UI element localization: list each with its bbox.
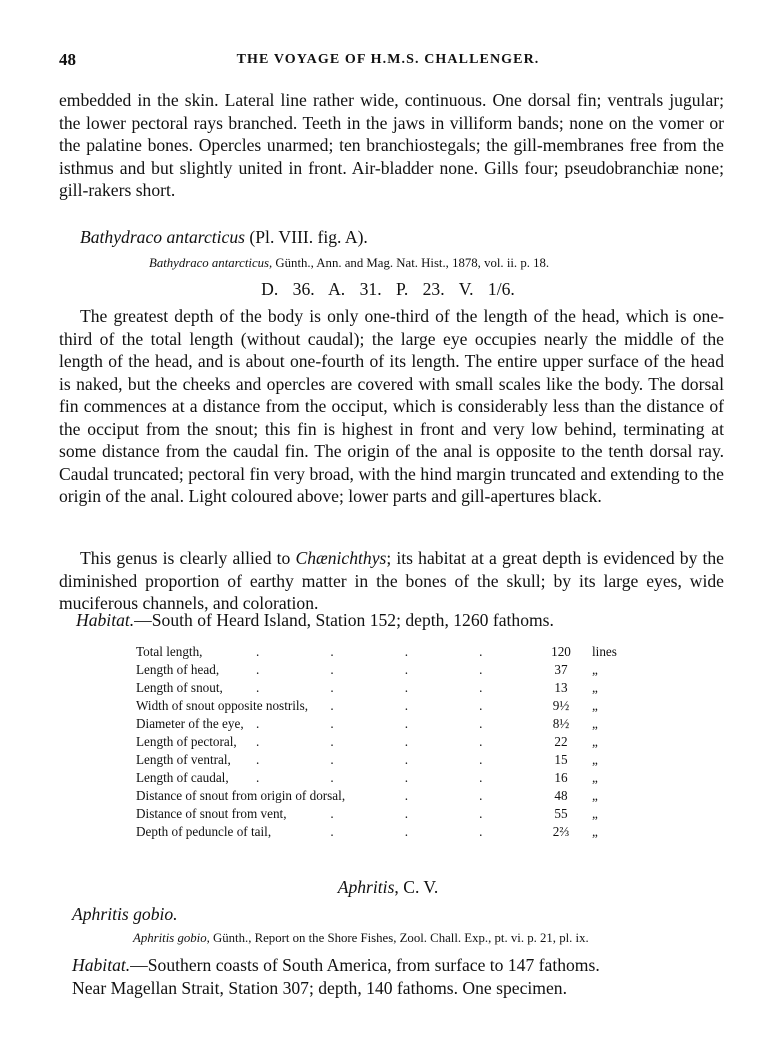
- measurement-value: 8½: [552, 716, 570, 731]
- genus-heading: [0, 877, 776, 898]
- measurement-row: [136, 733, 632, 751]
- measurement-value: 15: [554, 752, 568, 767]
- habitat-label: Habitat.: [76, 610, 135, 630]
- remarks-start: This genus is clearly allied to: [80, 548, 291, 568]
- measurement-unit: „: [592, 680, 598, 695]
- measurement-value: 120: [551, 644, 571, 659]
- species2-habitat: [72, 954, 732, 999]
- measurement-unit: „: [592, 806, 598, 821]
- measurement-row: [136, 643, 632, 661]
- page-number: 48: [59, 50, 76, 69]
- measurement-value: 2⅔: [552, 824, 570, 839]
- habitat-line: [76, 610, 554, 631]
- citation-name: Bathydraco antarcticus,: [149, 256, 273, 270]
- measurement-unit: „: [592, 662, 598, 677]
- measurement-row: [136, 679, 632, 697]
- measurement-label: Total length, .: [136, 643, 536, 661]
- measurement-row: [136, 715, 632, 733]
- measurement-label: Depth of peduncle of tail, .: [136, 823, 536, 841]
- measurement-value: 16: [554, 770, 568, 785]
- species-heading: [80, 227, 368, 248]
- species2-habitat-line1: [72, 954, 732, 977]
- species2-habitat-line2: Near Magellan Strait, Station 307; depth, 140 fathoms. One specimen.: [72, 977, 567, 998]
- running-title: THE VOYAGE OF H.M.S. CHALLENGER.: [236, 52, 540, 67]
- intro-paragraph: embedded in the skin. Lateral line rather wide, continuous. One dorsal fin; ventrals jugular; the lower pectoral rays branched. Teeth in the jaws in villiform bands; none on the vomer or the palatine bones. Opercles unarmed; ten branchiostegals; the gill-membranes free from the isthmus and but slightly united in front. Air-bladder none. Gills four; pseudobranchiæ none; gill-rakers short.: [59, 90, 724, 200]
- measurement-value: 48: [554, 788, 568, 803]
- measurement-unit: „: [592, 770, 598, 785]
- measurement-value: 55: [554, 806, 568, 821]
- measurement-value: 13: [554, 680, 568, 695]
- genus-authority: , C. V.: [394, 877, 439, 897]
- measurement-label: Diameter of the eye, .: [136, 715, 536, 733]
- measurement-label: Length of caudal, .: [136, 769, 536, 787]
- species2-heading: Aphritis gobio.: [72, 904, 178, 924]
- measurement-unit: „: [592, 734, 598, 749]
- measurement-row: [136, 805, 632, 823]
- measurement-unit: „: [592, 716, 598, 731]
- citation-reference: Günth., Ann. and Mag. Nat. Hist., 1878, vol. ii. p. 18.: [275, 256, 550, 270]
- species2-habitat-label: Habitat.: [72, 955, 131, 975]
- measurement-label: Distance of snout from vent, .: [136, 805, 536, 823]
- measurement-row: [136, 751, 632, 769]
- remarks-end: ; its habitat at a great depth is evidenced by the diminished proportion of earthy matter in the bones of the skull; by its large eyes, wide muciferous channels, and coloration.: [59, 548, 724, 613]
- measurement-label: Length of snout, .: [136, 679, 536, 697]
- measurement-value: 9½: [552, 698, 570, 713]
- measurement-unit: „: [592, 698, 598, 713]
- remarks-genus: Chænichthys: [295, 548, 387, 568]
- measurement-row: [136, 787, 632, 805]
- genus-name: Aphritis: [337, 877, 395, 897]
- measurement-unit: lines: [592, 644, 617, 659]
- measurement-label: Length of head, .: [136, 661, 536, 679]
- species-description: The greatest depth of the body is only one-third of the length of the head, which is one-third of the total length (without caudal); the large eye occupies nearly the middle of the length of the head, and is about one-fourth of its length. The entire upper surface of the head is naked, but the cheeks and opercles are covered with small scales like the body. The dorsal fin commences at a distance from the occiput, which is considerably less than the distance of the occiput from the snout; this fin is highest in front and very low behind, terminating at some distance from the caudal fin. The origin of the anal is opposite to the tenth dorsal ray. Caudal truncated; pectoral fin very broad, with the hind margin truncated and extending to the origin of the anal. Light coloured above; lower parts and gill-apertures black.: [59, 306, 724, 506]
- species2-habitat-text: —Southern coasts of South America, from surface to 147 fathoms.: [130, 955, 600, 975]
- measurement-label: Length of ventral, .: [136, 751, 536, 769]
- species-name: Bathydraco antarcticus: [80, 227, 245, 247]
- species2-citation: [133, 931, 589, 946]
- measurement-row: [136, 769, 632, 787]
- fin-formula: D. 36. A. 31. P. 23. V. 1/6.: [261, 279, 515, 299]
- plate-reference: (Pl. VIII. fig. A).: [249, 227, 368, 247]
- species2-citation-name: Aphritis gobio,: [133, 931, 210, 945]
- measurement-unit: „: [592, 788, 598, 803]
- remarks-paragraph: [59, 547, 724, 615]
- habitat-text: —South of Heard Island, Station 152; depth, 1260 fathoms.: [134, 610, 554, 630]
- measurement-unit: „: [592, 824, 598, 839]
- measurement-value: 37: [554, 662, 568, 677]
- measurement-row: [136, 661, 632, 679]
- species-citation: [149, 256, 549, 271]
- measurement-label: Width of snout opposite nostrils, .: [136, 697, 536, 715]
- measurements-table: [136, 643, 632, 841]
- measurement-row: [136, 823, 632, 841]
- species2-citation-reference: Günth., Report on the Shore Fishes, Zool. Chall. Exp., pt. vi. p. 21, pl. ix.: [213, 931, 589, 945]
- measurement-row: [136, 697, 632, 715]
- measurement-value: 22: [554, 734, 568, 749]
- measurement-label: Distance of snout from origin of dorsal, .: [136, 787, 536, 805]
- measurement-label: Length of pectoral, .: [136, 733, 536, 751]
- measurement-unit: „: [592, 752, 598, 767]
